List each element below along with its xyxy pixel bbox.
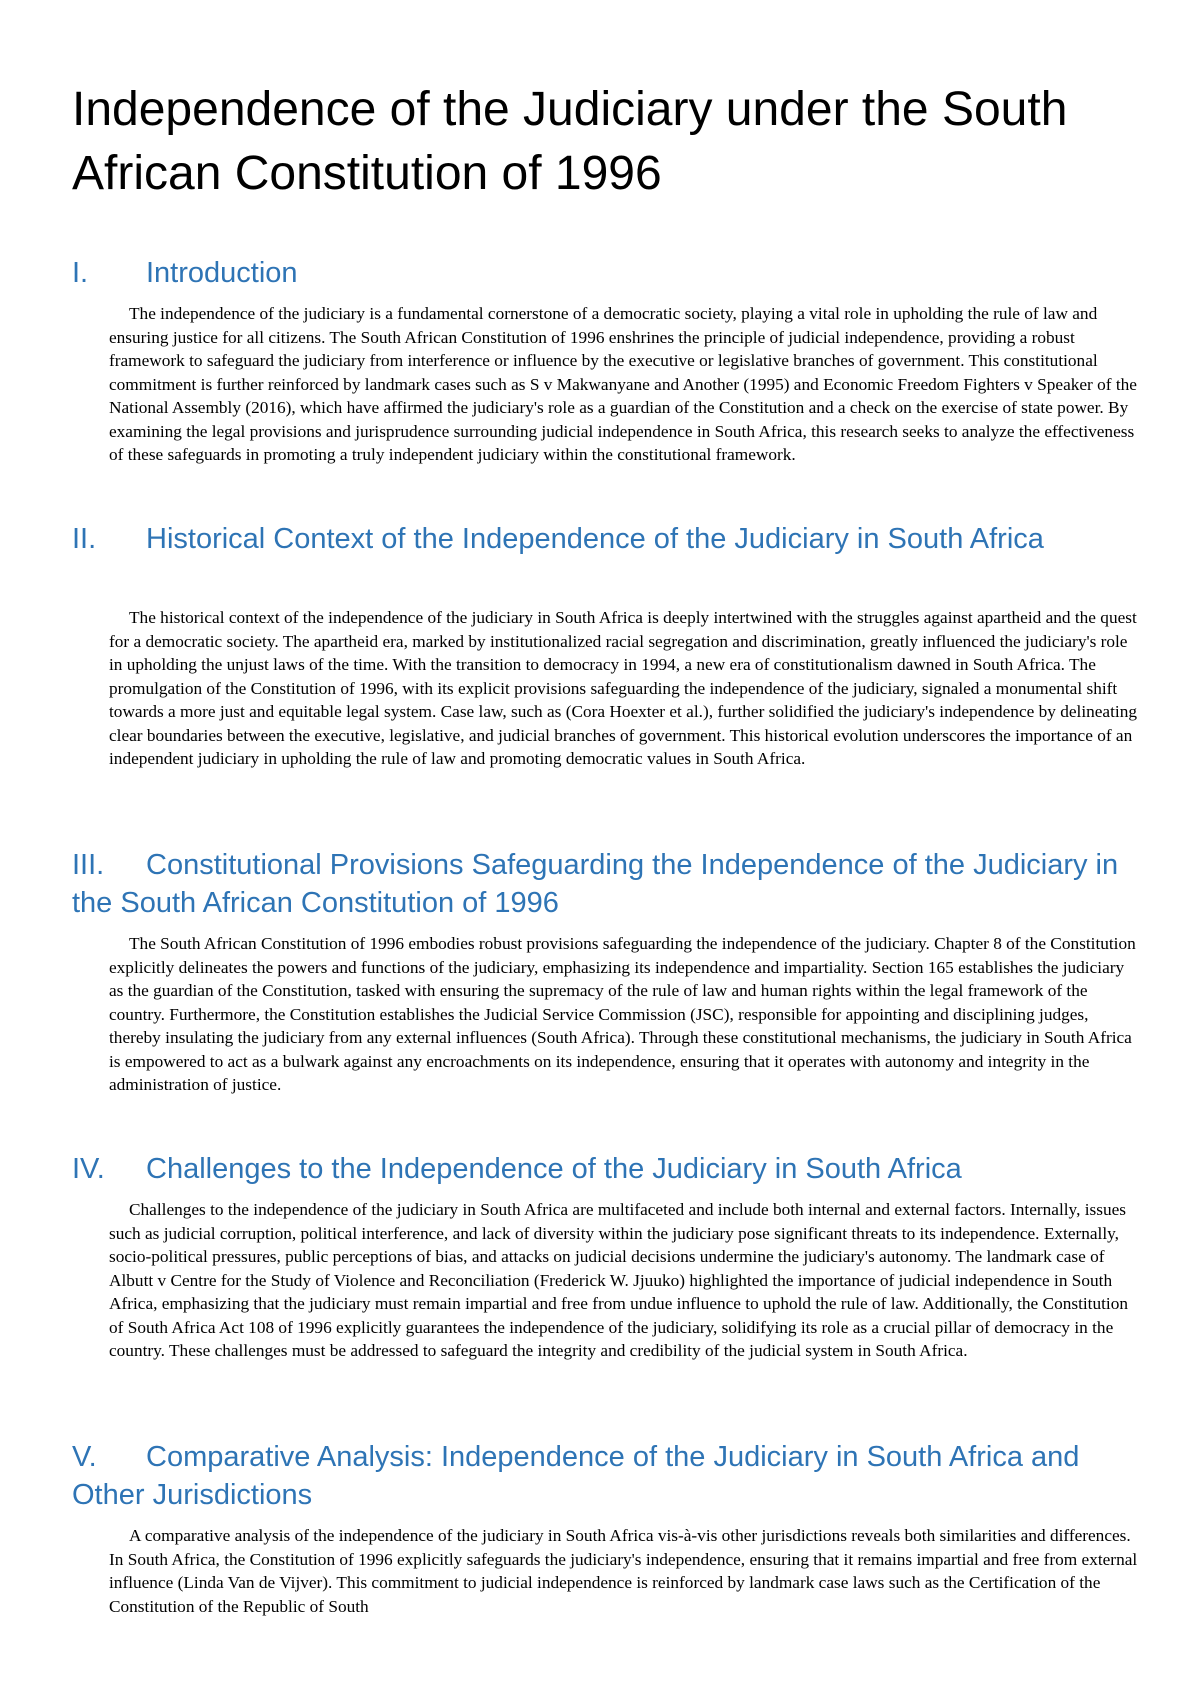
section-title: Introduction bbox=[146, 257, 298, 289]
section-heading-constitutional-provisions bbox=[72, 846, 1152, 922]
section-heading-challenges bbox=[72, 1150, 1152, 1188]
section-heading-historical-context bbox=[72, 520, 1152, 558]
section-title: Comparative Analysis: Independence of the Judiciary in South Africa and Other Jurisdictions bbox=[72, 1441, 1080, 1511]
section-paragraph-constitutional-provisions: The South African Constitution of 1996 embodies robust provisions safeguarding the independence of the judiciary. Chapter 8 of the Constitution explicitly delineates the powers and functions of the judiciary, emphasizing its independence and impartiality. Section 165 establishes the judiciary as the guardian of the Constitution, tasked with ensuring the supremacy of the rule of law and human rights within the legal framework of the country. Furthermore, the Constitution establishes the Judicial Service Commission (JSC), responsible for appointing and disciplining judges, thereby insulating the judiciary from any external influences (South Africa). Through these constitutional mechanisms, the judiciary in South Africa is empowered to act as a bulwark against any encroachments on its independence, ensuring that it operates with autonomy and integrity in the administration of justice. bbox=[109, 934, 1136, 1094]
section-title: Challenges to the Independence of the Judiciary in South Africa bbox=[146, 1153, 962, 1185]
section-number: IV. bbox=[72, 1153, 105, 1185]
section-heading-comparative-analysis bbox=[72, 1438, 1152, 1514]
section-number: II. bbox=[72, 523, 97, 555]
section-paragraph-introduction: The independence of the judiciary is a fundamental cornerstone of a democratic society, playing a vital role in upholding the rule of law and ensuring justice for all citizens. The South African Constitution of 1996 enshrines the principle of judicial independence, providing a robust framework to safeguard the judiciary from interference or influence by the executive or legislative branches of government. This constitutional commitment is further reinforced by landmark cases such as S v Makwanyane and Another (1995) and Economic Freedom Fighters v Speaker of the National Assembly (2016), which have affirmed the judiciary's role as a guardian of the Constitution and a check on the exercise of state power. By examining the legal provisions and jurisprudence surrounding judicial independence in South Africa, this research seeks to analyze the effectiveness of these safeguards in promoting a truly independent judiciary within the constitutional framework. bbox=[109, 304, 1137, 464]
section-paragraph-challenges: Challenges to the independence of the judiciary in South Africa are multifaceted and include both internal and external factors. Internally, issues such as judicial corruption, political interference, and lack of diversity within the judiciary pose significant threats to its independence. Externally, socio-political pressures, public perceptions of bias, and attacks on judicial decisions undermine the judiciary's autonomy. The landmark case of Albutt v Centre for the Study of Violence and Reconciliation (Frederick W. Jjuuko) highlighted the importance of judicial independence in South Africa, emphasizing that the judiciary must remain impartial and free from undue influence to uphold the rule of law. Additionally, the Constitution of South Africa Act 108 of 1996 explicitly guarantees the independence of the judiciary, solidifying its role as a crucial pillar of democracy in the country. These challenges must be addressed to safeguard the integrity and credibility of the judicial system in South Africa. bbox=[109, 1200, 1129, 1360]
section-number: I. bbox=[72, 257, 89, 289]
section-title: Historical Context of the Independence of the Judiciary in South Africa bbox=[146, 523, 1044, 555]
section-number: III. bbox=[72, 849, 105, 881]
section-heading-introduction bbox=[72, 254, 1152, 292]
section-paragraph-historical-context: The historical context of the independence of the judiciary in South Africa is deeply intertwined with the struggles against apartheid and the quest for a democratic society. The apartheid era, marked by institutionalized racial segregation and discrimination, greatly influenced the judiciary's role in upholding the unjust laws of the time. With the transition to democracy in 1994, a new era of constitutionalism dawned in South Africa. The promulgation of the Constitution of 1996, with its explicit provisions safeguarding the independence of the judiciary, signaled a monumental shift towards a more just and equitable legal system. Case law, such as (Cora Hoexter et al.), further solidified the judiciary's independence by delineating clear boundaries between the executive, legislative, and judicial branches of government. This historical evolution underscores the importance of an independent judiciary in upholding the rule of law and promoting democratic values in South Africa. bbox=[109, 608, 1137, 768]
section-title: Constitutional Provisions Safeguarding the Independence of the Judiciary in the South African Constitution of 1996 bbox=[72, 849, 1119, 919]
document-title: Independence of the Judiciary under the South African Constitution of 1996 bbox=[72, 83, 1068, 200]
section-number: V. bbox=[72, 1441, 97, 1473]
section-paragraph-comparative-analysis: A comparative analysis of the independence of the judiciary in South Africa vis-à-vis other jurisdictions reveals both similarities and differences. In South Africa, the Constitution of 1996 explicitly safeguards the judiciary's independence, ensuring that it remains impartial and free from external influence (Linda Van de Vijver). This commitment to judicial independence is reinforced by landmark case laws such as the Certification of the Constitution of the Republic of South bbox=[109, 1526, 1138, 1616]
